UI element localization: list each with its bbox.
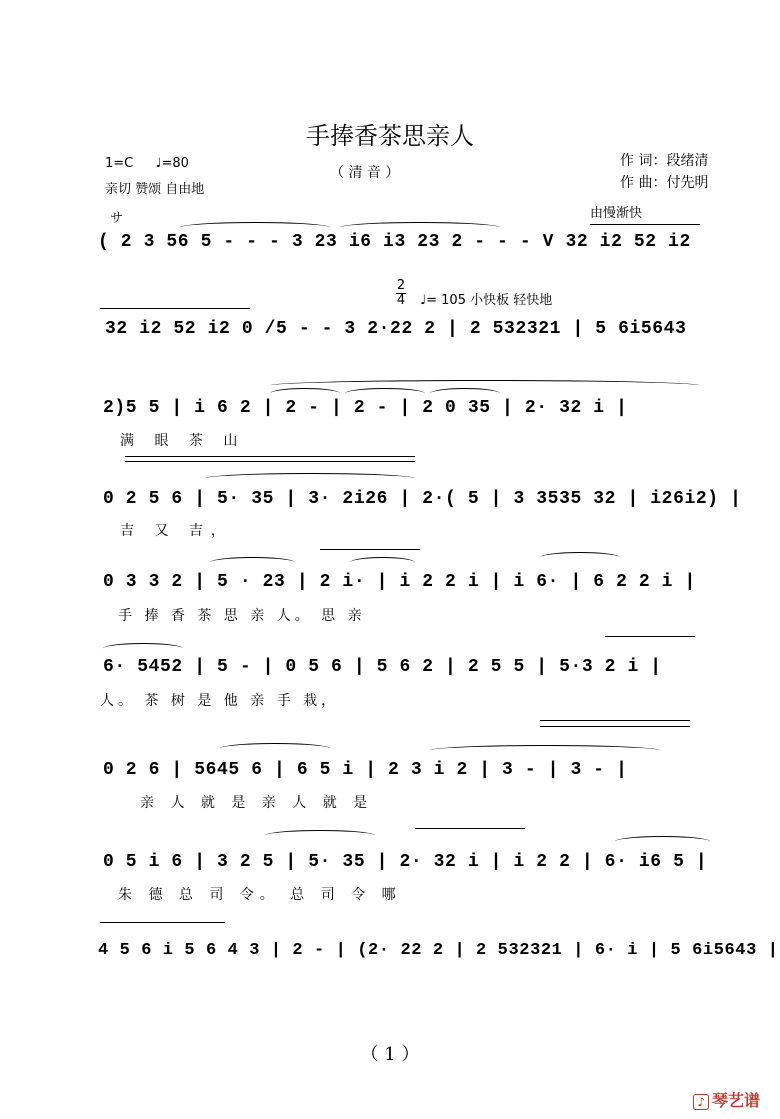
key-signature (105, 156, 189, 171)
lyric-line-8: 朱 德 总 司 令。 总 司 令 哪 (118, 887, 402, 903)
tempo-change-mark: 由慢渐快 (590, 206, 643, 221)
slur (615, 836, 710, 847)
slur (340, 222, 500, 233)
lyric-line-6: 人。 茶 树 是 他 亲 手 栽， (100, 693, 340, 709)
score-line-6: 6· 5452 | 5 - | 0 5 6 | 5 6 2 | 2 5 5 | 5·3 2 i | (103, 657, 662, 677)
tie-line (540, 720, 690, 721)
time-sig-bottom: 4 (396, 293, 406, 308)
score-line-1: ( 2 3 56 5 - - - 3 23 i6 i3 23 2 - - - V 32 i2 52 i2 (98, 232, 691, 252)
slur (270, 388, 340, 399)
tie-line (590, 224, 700, 225)
page-number: （ 1 ） (360, 1044, 420, 1065)
slur (205, 473, 415, 484)
tempo-label: ♩=80 (155, 156, 189, 171)
lyric-line-3: 满 眼 茶 山 (120, 433, 246, 449)
tie-line (125, 461, 415, 462)
slur (430, 745, 660, 756)
lyric-line-4: 吉 又 吉， (120, 523, 233, 539)
score-line-4: 0 2 5 6 | 5· 35 | 3· 2i26 | 2·( 5 | 3 3535 32 | i26i2) | (103, 489, 742, 509)
free-time-mark: サ (110, 211, 124, 226)
logo-text: 琴艺谱 (711, 1091, 760, 1110)
composer: 作 曲：付先明 (620, 175, 709, 191)
time-sig-top: 2 (396, 278, 406, 293)
slur (430, 388, 500, 399)
tie-line (540, 726, 690, 727)
score-line-3: 2)5 5 | i 6 2 | 2 - | 2 - | 2 0 35 | 2· 32 i | (103, 398, 628, 418)
slur (540, 552, 620, 563)
score-line-7: 0 2 6 | 5645 6 | 6 5 i | 2 3 i 2 | 3 - | 3 - | (103, 760, 628, 780)
slur (103, 643, 183, 654)
expression-marking: 亲切 赞颂 自由地 (105, 182, 205, 197)
score-line-9: 4 5 6 i 5 6 4 3 | 2 - | (2· 22 2 | 2 532321 | 6· i | 5 6i5643 | (98, 941, 779, 960)
lyric-line-5: 手 捧 香 茶 思 亲 人。 思 亲 (118, 608, 366, 624)
tie-line (100, 922, 225, 923)
score-line-8: 0 5 i 6 | 3 2 5 | 5· 35 | 2· 32 i | i 2 2 | 6· i6 5 | (103, 852, 708, 872)
site-logo (693, 1088, 760, 1111)
slur (210, 557, 295, 568)
slur (265, 830, 375, 841)
tempo-change: ♩= 105 小快板 轻快地 (420, 293, 553, 308)
tie-line (125, 456, 415, 457)
tie-line (415, 828, 525, 829)
slur (220, 743, 330, 754)
lyricist: 作 词：段绪清 (620, 153, 709, 169)
key-label: 1=C (105, 156, 134, 171)
time-signature (396, 279, 406, 308)
lyric-line-7: 亲 人 就 是 亲 人 就 是 (140, 795, 374, 811)
tie-line (605, 636, 695, 637)
slur (345, 388, 425, 399)
score-line-2: 32 i2 52 i2 0 /5 - - 3 2·22 2 | 2 532321 | 5 6i5643 (105, 319, 687, 339)
tie-line (100, 308, 250, 309)
slur (180, 222, 330, 233)
page-title: 手捧香茶思亲人 (306, 122, 474, 150)
slur (350, 557, 415, 568)
score-line-5: 0 3 3 2 | 5 · 23 | 2 i· | i 2 2 i | i 6· | 6 2 2 i | (103, 572, 696, 592)
subtitle: （ 清 音 ） (330, 165, 400, 181)
tie-line (320, 549, 420, 550)
logo-icon: ♪ (693, 1094, 709, 1110)
